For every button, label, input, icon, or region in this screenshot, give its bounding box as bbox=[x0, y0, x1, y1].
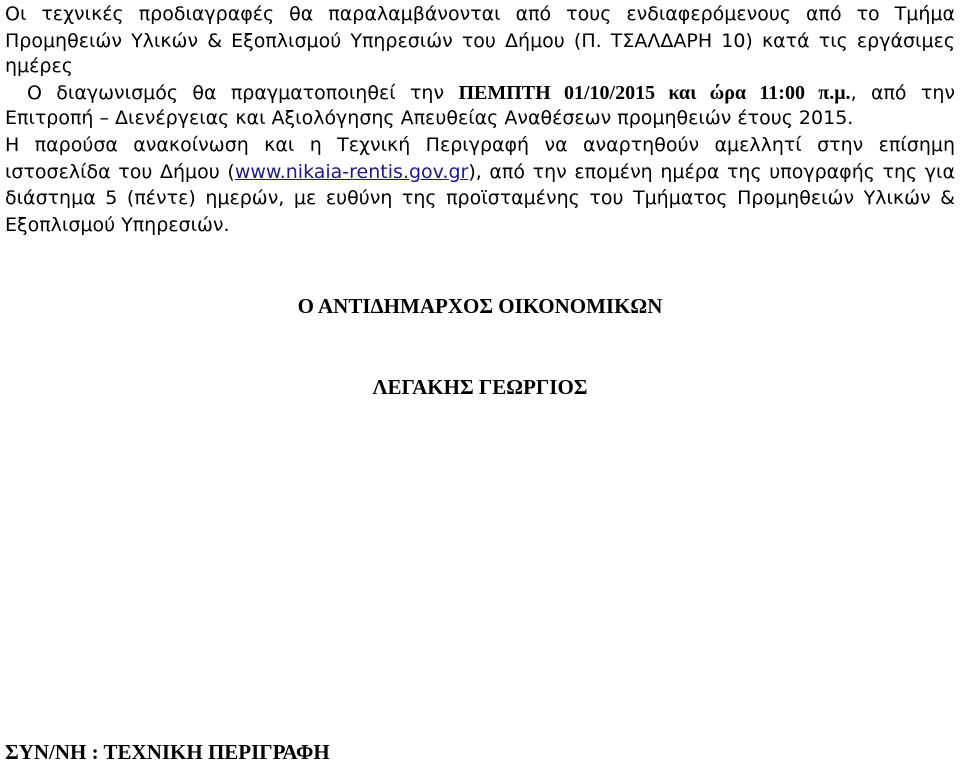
notice-tail-text: ), από την επομένη ημέρα της υπογραφής της για bbox=[468, 161, 956, 183]
tender-lead-text: Ο διαγωνισμός θα πραγματοποιηθεί την bbox=[27, 82, 459, 104]
signatory-title: Ο ΑΝΤΙΔΗΜΑΡΧΟΣ ΟΙΚΟΝΟΜΙΚΩΝ bbox=[297, 294, 663, 318]
notice-lead-text: ιστοσελίδα του Δήμου ( bbox=[5, 161, 235, 183]
tender-date-time: ΠΕΜΠΤΗ 01/10/2015 και ώρα 11:00 π.μ. bbox=[458, 82, 851, 104]
signatory-name: ΛΕΓΑΚΗΣ ΓΕΩΡΓΙΟΣ bbox=[372, 375, 588, 399]
paragraph-notice-line-4: Εξοπλισμού Υπηρεσιών. bbox=[5, 214, 230, 236]
paragraph-tender-line-2: Επιτροπή – Διενέργειας και Αξιολόγησης Απευθείας Αναθέσεων προμηθειών έτους 2015. bbox=[5, 107, 854, 129]
tender-tail-text: , από την bbox=[850, 82, 955, 104]
paragraph-notice-line-1: Η παρούσα ανακοίνωση και η Τεχνική Περιγραφή να αναρτηθούν αμελλητί στην επίσημη bbox=[5, 134, 955, 156]
attachment-note: ΣΥΝ/ΝΗ : ΤΕΧΝΙΚΗ ΠΕΡΙΓΡΑΦΗ bbox=[5, 740, 330, 764]
municipality-website-link[interactable]: www.nikaia-rentis.gov.gr bbox=[234, 161, 469, 183]
paragraph-specs-line-1: Οι τεχνικές προδιαγραφές θα παραλαμβάνονται από τους ενδιαφερόμενους από το Τμήμα bbox=[5, 3, 955, 25]
paragraph-tender-line-1 bbox=[5, 79, 955, 107]
paragraph-notice-line-3: διάστημα 5 (πέντε) ημερών, με ευθύνη της προϊσταμένης του Τμήματος Προμηθειών Υλικών & bbox=[5, 187, 955, 209]
paragraph-notice-line-2 bbox=[5, 158, 955, 186]
paragraph-specs-line-3: ημέρες bbox=[5, 55, 73, 77]
paragraph-specs-line-2: Προμηθειών Υλικών & Εξοπλισμού Υπηρεσιών του Δήμου (Π. ΤΣΑΛΔΑΡΗ 10) κατά τις εργάσιμες bbox=[5, 30, 955, 52]
